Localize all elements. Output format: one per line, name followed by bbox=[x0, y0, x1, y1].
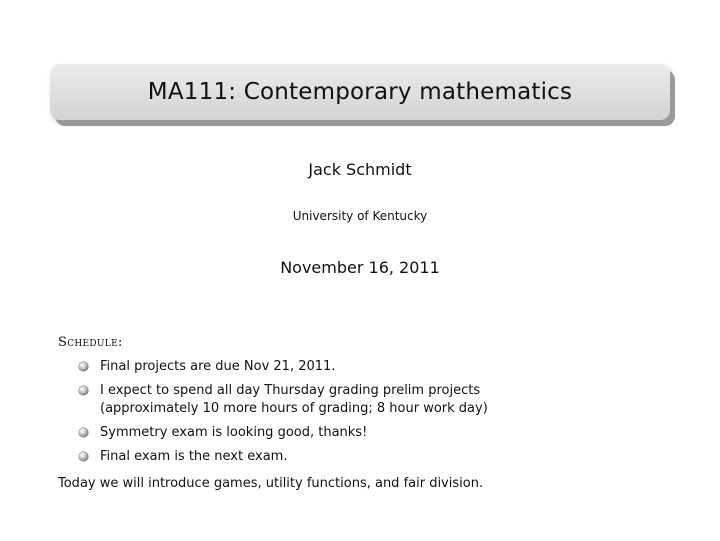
schedule-item bbox=[78, 448, 678, 466]
schedule-item bbox=[78, 382, 678, 418]
closing-statement: Today we will introduce games, utility functions, and fair division. bbox=[58, 476, 484, 491]
schedule-item-text: Symmetry exam is looking good, thanks! bbox=[100, 425, 368, 440]
sphere-bullet-icon bbox=[79, 452, 88, 461]
schedule-heading: Schedule: bbox=[58, 335, 123, 350]
schedule-item-text: Final exam is the next exam. bbox=[100, 449, 288, 464]
slide-title: MA111: Contemporary mathematics bbox=[147, 79, 573, 105]
sphere-bullet-icon bbox=[79, 428, 88, 437]
author-name: Jack Schmidt bbox=[308, 160, 412, 179]
schedule-list bbox=[78, 358, 678, 472]
sphere-bullet-icon bbox=[79, 386, 88, 395]
schedule-item bbox=[78, 358, 678, 376]
schedule-item-text-continued: (approximately 10 more hours of grading; 8 hour work day) bbox=[100, 401, 488, 416]
schedule-item-text: I expect to spend all day Thursday grading prelim projects bbox=[100, 383, 481, 398]
institute-name: University of Kentucky bbox=[292, 209, 428, 223]
schedule-item bbox=[78, 424, 678, 442]
title-box bbox=[50, 64, 670, 120]
sphere-bullet-icon bbox=[79, 362, 88, 371]
presentation-date: November 16, 2011 bbox=[280, 258, 440, 277]
schedule-item-text: Final projects are due Nov 21, 2011. bbox=[100, 359, 336, 374]
